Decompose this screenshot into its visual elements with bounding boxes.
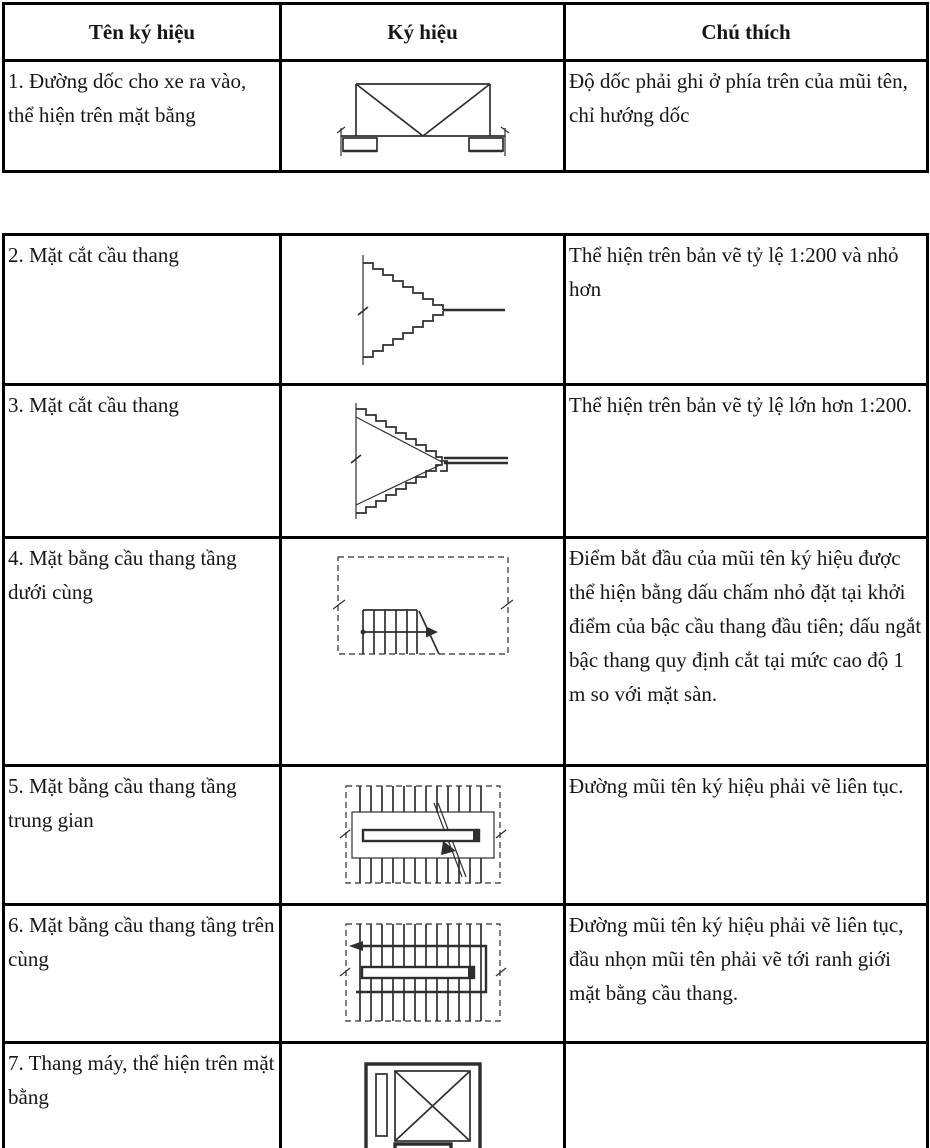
column-header-symbol: Ký hiệu	[281, 4, 565, 61]
symbol-cell	[281, 61, 565, 172]
symbol-cell	[281, 1043, 565, 1148]
symbol-note-cell: Điểm bắt đầu của mũi tên ký hiệu được thể hiện bằng dấu chấm nhỏ đặt tại khởi điểm của bậc cầu thang đầu tiên; dấu ngắt bậc thang quy định cắt tại mức cao độ 1 m so với mặt sàn.	[565, 538, 928, 766]
stair-section-large-scale-symbol	[328, 399, 518, 524]
table-row	[4, 766, 928, 905]
symbol-cell	[281, 766, 565, 905]
stair-plan-intermediate-floor-symbol	[338, 783, 508, 888]
symbol-cell	[281, 235, 565, 385]
header-row	[4, 4, 928, 61]
symbol-name-cell: 5. Mặt bằng cầu thang tầng trung gian	[4, 766, 281, 905]
symbol-note-cell: Đường mũi tên ký hiệu phải vẽ liên tục, đầu nhọn mũi tên phải vẽ tới ranh giới mặt bằng cầu thang.	[565, 905, 928, 1043]
symbol-note-cell: Thể hiện trên bản vẽ tỷ lệ lớn hơn 1:200.	[565, 385, 928, 538]
symbol-name-cell: 1. Đường dốc cho xe ra vào, thể hiện trên mặt bằng	[4, 61, 281, 172]
table-row	[4, 235, 928, 385]
symbol-note-cell: Thể hiện trên bản vẽ tỷ lệ 1:200 và nhỏ hơn	[565, 235, 928, 385]
symbols-table-part1	[2, 2, 929, 173]
elevator-plan-symbol	[358, 1058, 488, 1148]
symbol-name-cell: 3. Mặt cắt cầu thang	[4, 385, 281, 538]
stair-section-small-scale-symbol	[333, 249, 513, 371]
table-row	[4, 1043, 928, 1148]
table-row	[4, 61, 928, 172]
stair-plan-top-floor-symbol	[338, 921, 508, 1026]
symbol-cell	[281, 538, 565, 766]
ramp-plan-symbol	[323, 76, 523, 156]
symbol-note-cell	[565, 1043, 928, 1148]
table-row	[4, 385, 928, 538]
column-header-name: Tên ký hiệu	[4, 4, 281, 61]
table-row	[4, 538, 928, 766]
symbols-table-part2	[2, 233, 929, 1148]
symbol-cell	[281, 385, 565, 538]
table-row	[4, 905, 928, 1043]
symbol-name-cell: 2. Mặt cắt cầu thang	[4, 235, 281, 385]
stair-plan-bottom-floor-symbol	[333, 553, 513, 658]
symbol-cell	[281, 905, 565, 1043]
symbol-name-cell: 4. Mặt bằng cầu thang tầng dưới cùng	[4, 538, 281, 766]
symbol-name-cell: 7. Thang máy, thể hiện trên mặt bằng	[4, 1043, 281, 1148]
symbol-name-cell: 6. Mặt bằng cầu thang tầng trên cùng	[4, 905, 281, 1043]
column-header-note: Chú thích	[565, 4, 928, 61]
symbol-note-cell: Độ dốc phải ghi ở phía trên của mũi tên, chỉ hướng dốc	[565, 61, 928, 172]
symbol-note-cell: Đường mũi tên ký hiệu phải vẽ liên tục.	[565, 766, 928, 905]
